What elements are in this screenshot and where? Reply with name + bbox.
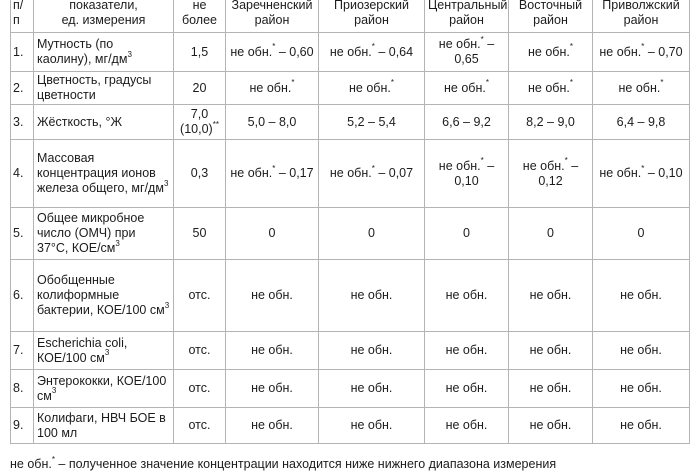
value-main: не обн.: [620, 381, 662, 395]
district-value: [319, 140, 425, 208]
value-main: не обн.: [438, 158, 481, 173]
district-value: [319, 408, 425, 444]
district-value: [509, 408, 593, 444]
indicator-unit-sup: 3: [127, 49, 132, 59]
district-value: [509, 260, 593, 332]
district-value: [593, 33, 690, 72]
value-main: не обн.: [528, 44, 570, 59]
table-row: [11, 408, 690, 444]
value-asterisk: *: [390, 78, 394, 88]
value-main: не обн.: [230, 166, 273, 180]
row-number: 8.: [11, 370, 34, 408]
norm-value: [174, 332, 226, 370]
value-main: не обн.: [251, 343, 293, 357]
value-main: не обн.: [251, 288, 293, 302]
indicator-unit-sup: 3: [51, 386, 57, 396]
indicator-name: [34, 33, 174, 72]
value-main: не обн.: [529, 418, 572, 432]
norm-value: [174, 208, 226, 260]
norm-value: [174, 105, 226, 140]
value-main: 0: [637, 226, 645, 240]
value-main: не обн.: [618, 80, 661, 95]
indicator-name-text: Общее микробное число (ОМЧ) при 37°С, КОЕ/см: [37, 211, 145, 255]
value-main: не обн.: [620, 288, 662, 302]
value-main: не обн.: [329, 44, 372, 59]
table-row: [11, 140, 690, 208]
indicator-name: [34, 72, 174, 105]
district-value: [226, 208, 319, 260]
norm-value-text: отс.: [188, 381, 211, 395]
table-row: [11, 33, 690, 72]
norm-value: [174, 72, 226, 105]
value-main: не обн.: [445, 343, 488, 357]
district-value: [593, 208, 690, 260]
indicator-name: [34, 140, 174, 208]
footnote: [10, 454, 557, 471]
value-asterisk: *: [272, 163, 276, 173]
row-number: 2.: [11, 72, 34, 105]
table-row: [11, 370, 690, 408]
district-value: [509, 208, 593, 260]
district-value: [509, 72, 593, 105]
district-value: [425, 260, 509, 332]
norm-value: [174, 140, 226, 208]
footnote-text: – полученное значение концентрации находится ниже нижнего диапазона измерения: [54, 457, 557, 471]
district-value: [226, 140, 319, 208]
district-value: [319, 33, 425, 72]
value-main: не обн.: [529, 343, 572, 357]
district-value: [593, 370, 690, 408]
value-main: не обн.: [522, 158, 565, 173]
header-district: Приволжский район: [593, 0, 690, 33]
district-value: [509, 332, 593, 370]
indicator-name: [34, 260, 174, 332]
value-main: не обн.: [445, 381, 488, 395]
norm-value-text: 1,5: [190, 44, 209, 59]
value-main: 5,2 – 5,4: [347, 114, 396, 129]
value-main: не обн.: [529, 288, 572, 302]
header-norm: не более: [174, 0, 226, 33]
district-value: [226, 33, 319, 72]
indicator-name-text: Массовая концентрация ионов железа общего, мг/дм: [37, 151, 164, 195]
header-district: Приозерский район: [319, 0, 425, 33]
value-asterisk: *: [569, 42, 573, 52]
value-asterisk: *: [480, 156, 484, 166]
value-range: – 0,10: [454, 158, 495, 188]
district-value: [593, 72, 690, 105]
district-value: [226, 332, 319, 370]
norm-note-sup: **: [212, 119, 219, 129]
district-value: [319, 72, 425, 105]
value-main: не обн.: [620, 418, 662, 432]
value-main: не обн.: [445, 418, 488, 432]
indicator-name-text: Мутность (по каолину), мг/дм: [37, 37, 128, 66]
indicator-name-text: Цветность, градусы цветности: [37, 73, 152, 102]
value-range: – 0,17: [275, 166, 314, 180]
district-value: [226, 370, 319, 408]
table-row: [11, 72, 690, 105]
norm-value-text: отс.: [188, 418, 211, 432]
indicator-name-text: Колифаги, НВЧ БОЕ в 100 мл: [37, 410, 166, 440]
norm-value: [174, 260, 226, 332]
indicator-name-text: Энтерококки, КОЕ/100 см: [37, 373, 167, 403]
district-value: [319, 105, 425, 140]
value-main: 0: [547, 226, 554, 240]
value-asterisk: *: [660, 78, 664, 88]
district-value: [226, 408, 319, 444]
value-main: не обн.: [350, 343, 393, 357]
value-main: не обн.: [529, 381, 572, 395]
norm-value-text: 20: [192, 80, 207, 95]
norm-value: [174, 33, 226, 72]
indicator-name-text: Обобщенные колиформные бактерии, КОЕ/100 см: [37, 273, 165, 317]
value-main: 6,6 – 9,2: [442, 114, 491, 129]
header-district: Восточный район: [509, 0, 593, 33]
value-asterisk: *: [564, 156, 568, 166]
district-value: [425, 208, 509, 260]
value-main: не обн.: [599, 44, 642, 59]
value-main: не обн.: [251, 381, 293, 395]
norm-value-text: 0,3: [190, 166, 209, 180]
header-indicator: показатели, ед. измерения: [34, 0, 174, 33]
district-value: [593, 140, 690, 208]
district-value: [425, 72, 509, 105]
indicator-unit-sup: 3: [115, 238, 120, 248]
value-range: – 0,70: [644, 44, 683, 59]
value-asterisk: *: [291, 78, 295, 88]
district-value: [425, 105, 509, 140]
value-asterisk: *: [641, 42, 645, 52]
value-main: не обн.: [445, 288, 488, 302]
indicator-name-text: Жёсткость, °Ж: [37, 114, 123, 129]
district-value: [593, 408, 690, 444]
header-num: п/ п: [11, 0, 34, 33]
table-row: [11, 260, 690, 332]
value-main: не обн.: [251, 418, 293, 432]
value-main: не обн.: [230, 44, 273, 59]
district-value: [425, 140, 509, 208]
row-number: 6.: [11, 260, 34, 332]
table-row: [11, 332, 690, 370]
district-value: [425, 408, 509, 444]
value-range: – 0,12: [538, 158, 579, 188]
table-row: [11, 208, 690, 260]
district-value: [319, 332, 425, 370]
indicator-unit-sup: 3: [163, 178, 169, 188]
district-value: [509, 33, 593, 72]
row-number: 9.: [11, 408, 34, 444]
norm-value: [174, 408, 226, 444]
value-asterisk: *: [371, 163, 375, 173]
value-main: не обн.: [349, 80, 391, 95]
district-value: [509, 370, 593, 408]
indicator-name: [34, 370, 174, 408]
value-asterisk: *: [485, 78, 489, 88]
value-main: не обн.: [350, 418, 393, 432]
indicator-name: [34, 105, 174, 140]
value-main: 5,0 – 8,0: [247, 114, 297, 129]
footnote-asterisk: *: [51, 454, 55, 464]
norm-value-text: 7,0 (10,0): [180, 107, 213, 136]
value-main: не обн.: [350, 288, 393, 302]
norm-value-text: отс.: [188, 343, 211, 357]
row-number: 4.: [11, 140, 34, 208]
header-district: Заречненский район: [226, 0, 319, 33]
footnote-marker: не обн.: [10, 457, 52, 471]
value-asterisk: *: [480, 34, 484, 44]
value-main: не обн.: [249, 80, 292, 95]
district-value: [425, 332, 509, 370]
value-range: – 0,07: [374, 166, 414, 180]
indicator-name: [34, 408, 174, 444]
district-value: [425, 33, 509, 72]
district-value: [425, 370, 509, 408]
header-row: [11, 0, 690, 33]
value-range: – 0,65: [454, 37, 495, 66]
value-main: 0: [463, 226, 470, 240]
district-value: [226, 72, 319, 105]
value-asterisk: *: [569, 78, 573, 88]
row-number: 1.: [11, 33, 34, 72]
norm-value: [174, 370, 226, 408]
value-main: не обн.: [350, 381, 393, 395]
table-row: [11, 105, 690, 140]
value-main: не обн.: [528, 80, 570, 95]
value-main: не обн.: [599, 166, 642, 180]
norm-value-text: отс.: [188, 288, 211, 302]
value-range: – 0,64: [374, 44, 414, 59]
indicator-unit-sup: 3: [104, 348, 110, 358]
indicator-name-text: Escherichia coli, КОЕ/100 см: [37, 335, 128, 365]
indicator-name: [34, 208, 174, 260]
indicator-unit-sup: 3: [164, 300, 170, 310]
district-value: [593, 260, 690, 332]
row-number: 7.: [11, 332, 34, 370]
value-range: – 0,60: [275, 44, 314, 59]
value-main: не обн.: [438, 37, 481, 51]
value-main: не обн.: [444, 80, 486, 95]
district-value: [319, 370, 425, 408]
district-value: [509, 105, 593, 140]
value-main: 6,4 – 9,8: [616, 114, 666, 129]
district-value: [319, 260, 425, 332]
value-range: – 0,10: [644, 166, 683, 180]
value-main: 0: [368, 226, 375, 240]
value-main: 0: [268, 226, 276, 240]
district-value: [593, 105, 690, 140]
district-value: [509, 140, 593, 208]
district-value: [226, 105, 319, 140]
value-asterisk: *: [272, 42, 276, 52]
district-value: [319, 208, 425, 260]
header-district: Центральный район: [425, 0, 509, 33]
district-value: [593, 332, 690, 370]
value-asterisk: *: [371, 42, 375, 52]
norm-value-text: 50: [192, 226, 207, 240]
value-main: не обн.: [329, 166, 372, 180]
district-value: [226, 260, 319, 332]
value-main: не обн.: [620, 343, 662, 357]
value-main: 8,2 – 9,0: [526, 114, 575, 129]
value-asterisk: *: [641, 163, 645, 173]
row-number: 5.: [11, 208, 34, 260]
water-quality-table: [10, 0, 690, 444]
indicator-name: [34, 332, 174, 370]
row-number: 3.: [11, 105, 34, 140]
